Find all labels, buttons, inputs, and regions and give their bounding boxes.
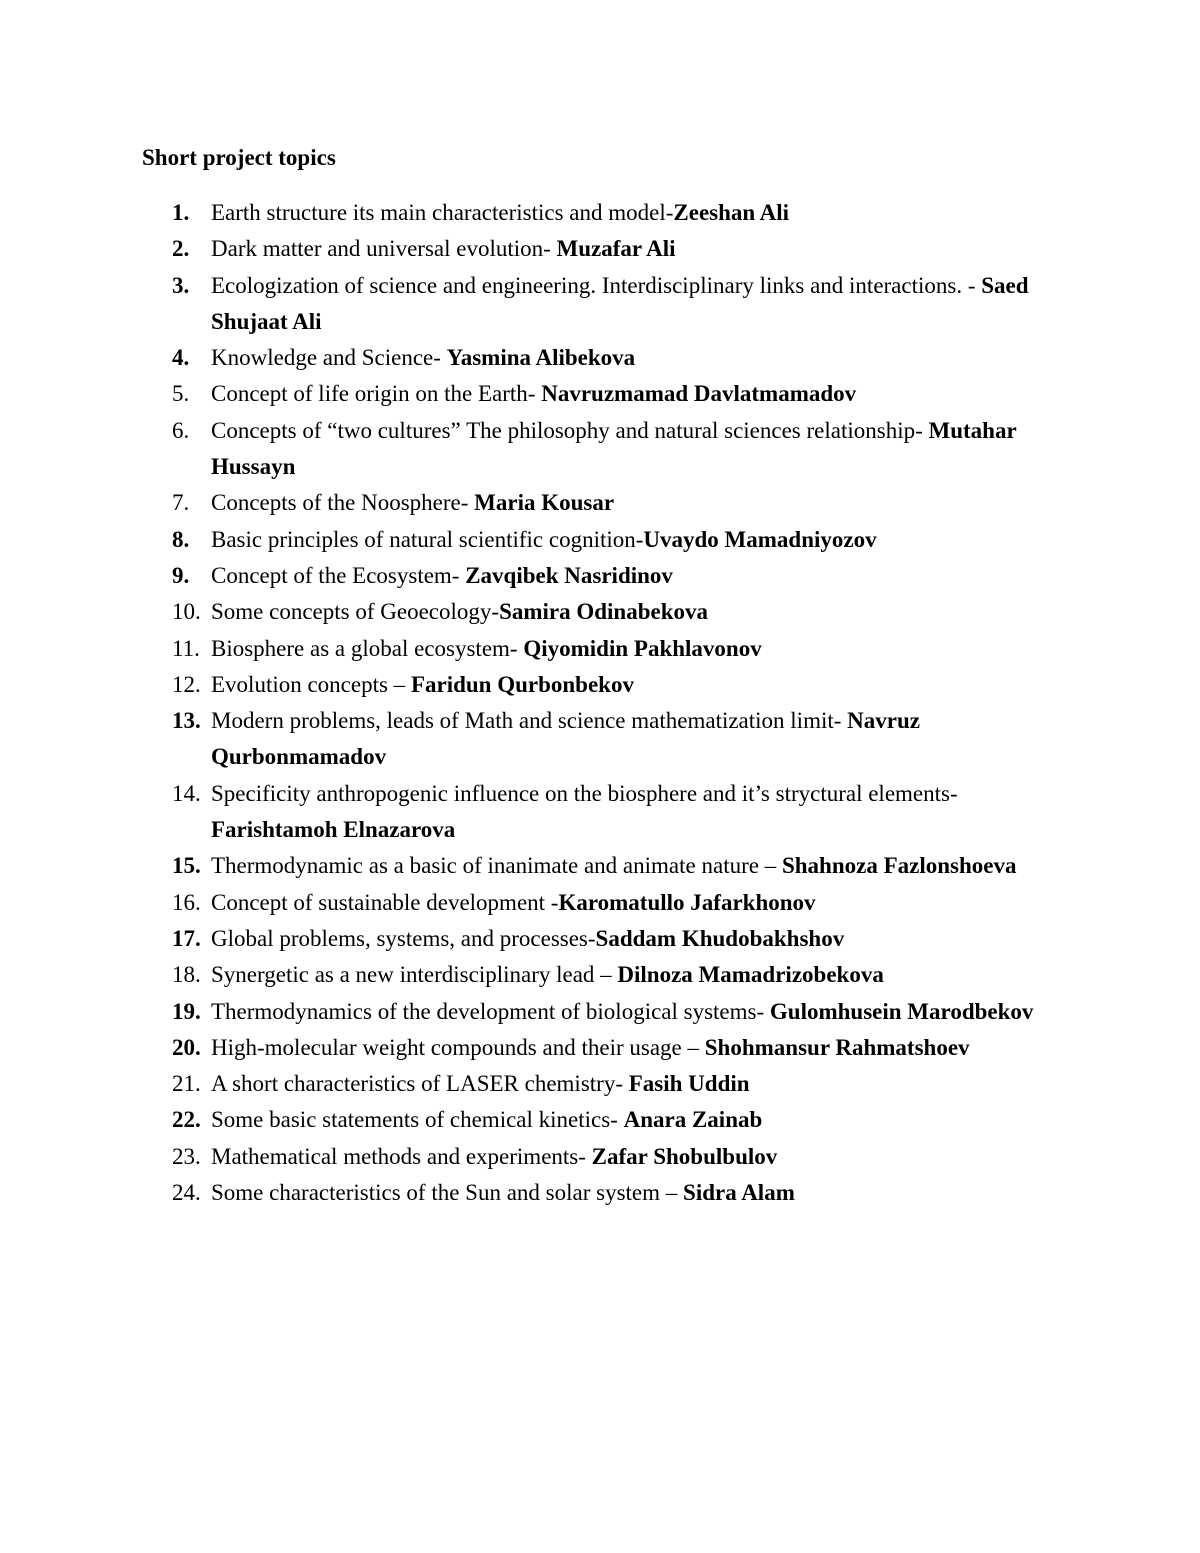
topic-title: Some basic statements of chemical kinetics- xyxy=(211,1107,624,1133)
topic-item-13 xyxy=(0,703,1200,776)
topic-text-block xyxy=(211,885,1081,921)
topic-text-block xyxy=(211,195,1081,231)
topic-item-20 xyxy=(0,1030,1200,1066)
topic-title: High-molecular weight compounds and their usage – xyxy=(211,1034,705,1060)
topic-text-block xyxy=(211,268,1081,341)
topic-text-block xyxy=(211,376,1081,412)
topic-title: Mathematical methods and experiments- xyxy=(211,1143,592,1169)
topic-item-5 xyxy=(0,376,1200,412)
topic-text-block xyxy=(211,231,1081,267)
topic-number: 12. xyxy=(172,671,201,697)
topic-text-block xyxy=(211,1175,1081,1211)
topic-title: Knowledge and Science- xyxy=(211,345,447,371)
topic-number: 7. xyxy=(172,490,190,516)
topic-text-block xyxy=(211,994,1081,1030)
topic-author: Samira Odinabekova xyxy=(499,599,709,625)
topic-title: Concept of sustainable development - xyxy=(211,889,559,915)
topic-item-23 xyxy=(0,1139,1200,1175)
topic-text-block xyxy=(211,485,1081,521)
topic-item-3 xyxy=(0,268,1200,341)
topic-title: Concepts of the Noosphere- xyxy=(211,490,475,516)
topic-title: Thermodynamics of the development of biological systems- xyxy=(211,998,770,1024)
topic-number: 22. xyxy=(172,1107,201,1133)
topic-text-block xyxy=(211,558,1081,594)
topic-number: 21. xyxy=(172,1071,201,1097)
topic-number: 1. xyxy=(172,200,190,225)
topic-text-block xyxy=(211,1030,1081,1066)
topic-list xyxy=(0,195,1200,1211)
topic-author: Maria Kousar xyxy=(474,490,615,516)
topic-number: 10. xyxy=(172,599,201,625)
topic-number: 19. xyxy=(172,998,201,1024)
topic-item-7 xyxy=(0,485,1200,521)
topic-number: 16. xyxy=(172,889,201,915)
topic-author: Saed Shujaat Ali xyxy=(211,272,1029,334)
topic-number: 2. xyxy=(172,236,190,262)
topic-text-block xyxy=(211,921,1081,957)
topic-number: 6. xyxy=(172,417,190,443)
topic-author: Anara Zainab xyxy=(623,1107,763,1133)
topic-text-block xyxy=(211,631,1081,667)
topic-number: 13. xyxy=(172,708,201,734)
topic-title: Basic principles of natural scientific cognition- xyxy=(211,526,644,552)
topic-number: 20. xyxy=(172,1034,201,1060)
topic-text-block xyxy=(211,413,1081,486)
topic-item-24 xyxy=(0,1175,1200,1211)
topic-author: Karomatullo Jafarkhonov xyxy=(558,889,816,915)
topic-item-14 xyxy=(0,776,1200,849)
topic-title: Biosphere as a global ecosystem- xyxy=(211,635,524,661)
topic-item-19 xyxy=(0,994,1200,1030)
topic-author: Zeeshan Ali xyxy=(673,200,790,225)
topic-title: Specificity anthropogenic influence on the biosphere and it’s stryctural elements- xyxy=(211,780,958,806)
topic-item-21 xyxy=(0,1066,1200,1102)
topic-number: 24. xyxy=(172,1180,201,1206)
topic-item-4 xyxy=(0,340,1200,376)
topic-number: 11. xyxy=(172,635,200,661)
topic-number: 23. xyxy=(172,1143,201,1169)
topic-author: Faridun Qurbonbekov xyxy=(410,671,634,697)
topic-item-10 xyxy=(0,594,1200,630)
topic-title: Some concepts of Geoecology- xyxy=(211,599,500,625)
topic-item-6 xyxy=(0,413,1200,486)
topic-title: Concepts of “two cultures” The philosophy and natural sciences relationship- xyxy=(211,417,929,443)
topic-title: A short characteristics of LASER chemistry- xyxy=(211,1071,629,1097)
topic-number: 15. xyxy=(172,853,201,879)
topic-title: Global problems, systems, and processes- xyxy=(211,925,596,951)
topic-title: Some characteristics of the Sun and solar system – xyxy=(211,1180,684,1206)
topic-number: 8. xyxy=(172,526,190,552)
topic-item-9 xyxy=(0,558,1200,594)
topic-author: Saddam Khudobakhshov xyxy=(595,925,845,951)
topic-author: Sidra Alam xyxy=(683,1180,795,1206)
topic-author: Qiyomidin Pakhlavonov xyxy=(523,635,762,661)
topic-author: Navruzmamad Davlatmamadov xyxy=(541,381,857,407)
topic-number: 17. xyxy=(172,925,201,951)
topic-number: 5. xyxy=(172,381,190,407)
topic-title: Thermodynamic as a basic of inanimate and animate nature – xyxy=(211,853,782,879)
topic-author: Uvaydo Mamadniyozov xyxy=(643,526,877,552)
topic-author: Shohmansur Rahmatshoev xyxy=(704,1034,970,1060)
topic-number: 9. xyxy=(172,562,190,588)
topic-author: Shahnoza Fazlonshoeva xyxy=(781,853,1017,879)
document-title: Short project topics xyxy=(142,145,336,170)
topic-author: Muzafar Ali xyxy=(556,236,676,262)
topic-text-block xyxy=(211,522,1081,558)
topic-title: Ecologization of science and engineering. Interdisciplinary links and interactions. - xyxy=(211,272,982,298)
topic-text-block xyxy=(211,594,1081,630)
topic-text-block xyxy=(211,1066,1081,1102)
topic-author: Gulomhusein Marodbekov xyxy=(769,998,1034,1024)
topic-item-17 xyxy=(0,921,1200,957)
topic-item-11 xyxy=(0,631,1200,667)
topic-title: Dark matter and universal evolution- xyxy=(211,236,557,262)
topic-title: Earth structure its main characteristics and model- xyxy=(211,200,674,225)
topic-author: Navruz Qurbonmamadov xyxy=(211,708,920,770)
topic-number: 4. xyxy=(172,345,190,371)
topic-text-block xyxy=(211,1139,1081,1175)
topic-author: Dilnoza Mamadrizobekova xyxy=(617,962,884,988)
topic-number: 3. xyxy=(172,272,190,298)
topic-text-block xyxy=(211,703,1081,776)
topic-author: Farishtamoh Elnazarova xyxy=(211,817,456,843)
topic-number: 18. xyxy=(172,962,201,988)
topic-author: Mutahar Hussayn xyxy=(211,417,1017,480)
topic-text-block xyxy=(211,1102,1081,1138)
topic-title: Synergetic as a new interdisciplinary lead – xyxy=(211,962,618,988)
topic-title: Evolution concepts – xyxy=(211,671,411,697)
topic-title: Modern problems, leads of Math and science mathematization limit- xyxy=(211,708,848,734)
topic-number: 14. xyxy=(172,780,201,806)
topic-text-block xyxy=(211,340,1081,376)
topic-text-block xyxy=(211,776,1081,849)
topic-item-2 xyxy=(0,231,1200,267)
topic-item-22 xyxy=(0,1102,1200,1138)
topic-text-block xyxy=(211,667,1081,703)
topic-title: Concept of life origin on the Earth- xyxy=(211,381,542,407)
topic-item-15 xyxy=(0,848,1200,884)
topic-item-12 xyxy=(0,667,1200,703)
topic-title: Concept of the Ecosystem- xyxy=(211,562,466,588)
topic-author: Zavqibek Nasridinov xyxy=(465,562,673,588)
topic-author: Zafar Shobulbulov xyxy=(591,1143,778,1169)
topic-item-16 xyxy=(0,885,1200,921)
topic-author: Yasmina Alibekova xyxy=(446,345,636,371)
topic-item-1 xyxy=(0,195,1200,231)
topic-item-18 xyxy=(0,957,1200,993)
topic-author: Fasih Uddin xyxy=(628,1071,750,1097)
topic-item-8 xyxy=(0,522,1200,558)
topic-text-block xyxy=(211,957,1081,993)
topic-text-block xyxy=(211,848,1081,884)
